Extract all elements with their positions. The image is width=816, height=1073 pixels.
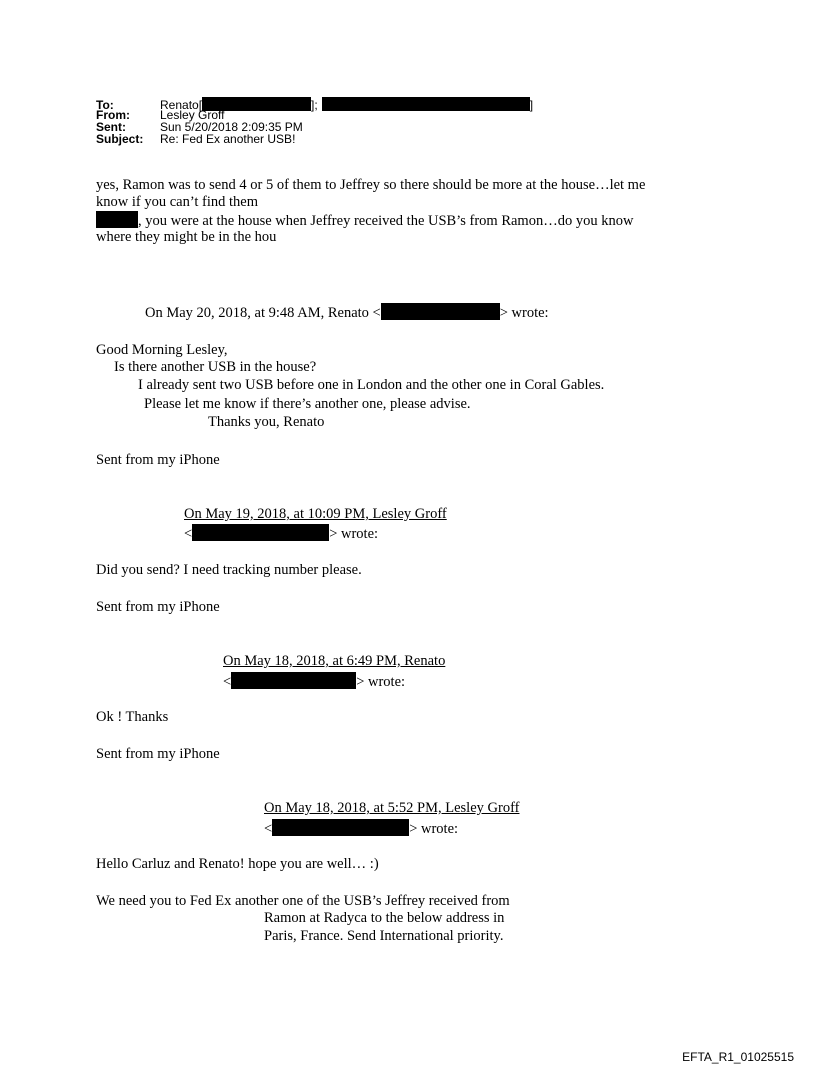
email-header <box>96 97 533 145</box>
sent-label: Sent: <box>96 120 126 134</box>
msg3-body: Ok ! Thanks <box>96 709 169 725</box>
to-end: ] <box>529 98 534 112</box>
msg4-attribution-end: > wrote: <box>409 821 459 837</box>
msg1-line-3: I already sent two USB before one in London and the other one in Coral Gables. <box>138 377 605 393</box>
redaction-box <box>272 819 409 836</box>
redaction-box <box>96 211 138 228</box>
msg1-attribution-start: On May 20, 2018, at 9:48 AM, Renato < <box>145 305 381 321</box>
msg2-signature: Sent from my iPhone <box>96 599 220 615</box>
msg1-signature: Sent from my iPhone <box>96 452 220 468</box>
msg4-attribution-email <box>264 819 458 838</box>
subject-value: Re: Fed Ex another USB! <box>160 132 296 146</box>
msg3-attribution: On May 18, 2018, at 6:49 PM, Renato <box>223 653 446 669</box>
msg1-line-2: Is there another USB in the house? <box>114 359 317 375</box>
msg2-attribution-end: > wrote: <box>329 526 379 542</box>
msg4-line-2: We need you to Fed Ex another one of the USB’s Jeffrey received from <box>96 893 510 909</box>
subject-row <box>96 133 533 145</box>
msg3-attribution-open: < <box>223 674 232 690</box>
reply-line-1: yes, Ramon was to send 4 or 5 of them to Jeffrey so there should be more at the house…let me <box>96 177 646 193</box>
msg1-attribution <box>145 303 549 322</box>
msg2-body: Did you send? I need tracking number please. <box>96 562 362 578</box>
to-value: Renato[ <box>160 98 203 112</box>
redaction-box <box>381 303 500 320</box>
sent-value: Sun 5/20/2018 2:09:35 PM <box>160 120 303 134</box>
from-value: Lesley Groff <box>160 108 225 122</box>
reply-line-3 <box>96 211 633 230</box>
msg1-attribution-end: > wrote: <box>499 305 549 321</box>
msg4-line-4: Paris, France. Send International priority. <box>264 928 504 944</box>
msg3-signature: Sent from my iPhone <box>96 746 220 762</box>
msg1-line-1: Good Morning Lesley, <box>96 342 228 358</box>
msg3-attribution-email <box>223 672 405 691</box>
msg4-line-1: Hello Carluz and Renato! hope you are well… :) <box>96 856 379 872</box>
msg2-attribution: On May 19, 2018, at 10:09 PM, Lesley Groff <box>184 506 447 522</box>
reply-line-2: know if you can’t find them <box>96 194 259 210</box>
reply-line-3-text: , you were at the house when Jeffrey received the USB’s from Ramon…do you know <box>138 213 634 229</box>
redaction-box <box>192 524 329 541</box>
bates-number: EFTA_R1_01025515 <box>682 1050 794 1064</box>
to-label: To: <box>96 98 114 112</box>
redaction-box <box>231 672 356 689</box>
subject-label: Subject: <box>96 132 144 146</box>
msg2-attribution-open: < <box>184 526 193 542</box>
msg4-attribution-open: < <box>264 821 273 837</box>
msg1-line-4: Please let me know if there’s another one, please advise. <box>144 396 471 412</box>
msg4-line-3: Ramon at Radyca to the below address in <box>264 910 505 926</box>
msg2-attribution-email <box>184 524 378 543</box>
msg4-attribution: On May 18, 2018, at 5:52 PM, Lesley Groff <box>264 800 520 816</box>
to-separator: ]; <box>311 98 318 112</box>
msg1-line-5: Thanks you, Renato <box>208 414 325 430</box>
redaction-box <box>322 97 530 111</box>
reply-line-4: where they might be in the hou <box>96 229 277 245</box>
msg3-attribution-end: > wrote: <box>356 674 406 690</box>
from-label: From: <box>96 108 130 122</box>
